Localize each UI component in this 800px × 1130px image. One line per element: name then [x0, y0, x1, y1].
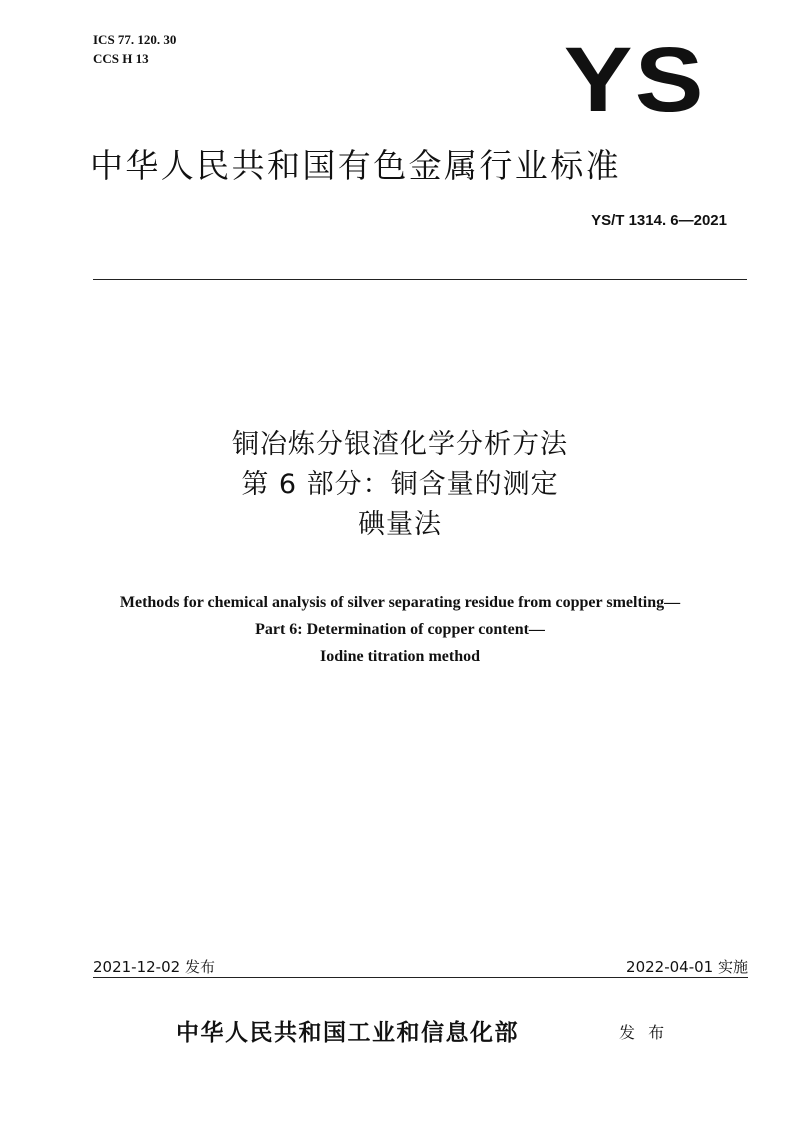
implement-date: 2022-04-01 实施 [626, 958, 748, 976]
bottom-divider [93, 977, 748, 978]
issue-label: 发 布 [619, 1023, 669, 1042]
english-title-line1: Methods for chemical analysis of silver separating residue from copper smelting— [119, 594, 681, 611]
ccs-code: CCS H 13 [93, 51, 149, 66]
english-title-line3: Iodine titration method [320, 648, 480, 665]
ys-logo: YS [564, 29, 706, 131]
chinese-title [0, 425, 800, 545]
publish-date: 2021-12-02 发布 [93, 958, 215, 976]
ics-code: ICS 77. 120. 30 [93, 32, 177, 47]
chinese-title-line2: 第 6 部分：铜含量的测定 [241, 469, 559, 500]
classification-codes [93, 30, 176, 68]
top-divider [93, 279, 747, 280]
chinese-title-line1: 铜冶炼分银渣化学分析方法 [232, 429, 568, 460]
org-title: 中华人民共和国有色金属行业标准 [90, 146, 621, 185]
chinese-title-line3: 碘量法 [358, 509, 442, 540]
standard-number: YS/T 1314. 6—2021 [591, 212, 727, 229]
issuing-authority: 中华人民共和国工业和信息化部 [176, 1019, 519, 1046]
dates-row [93, 956, 748, 977]
english-title [0, 589, 800, 670]
english-title-line2: Part 6: Determination of copper content— [255, 621, 545, 638]
